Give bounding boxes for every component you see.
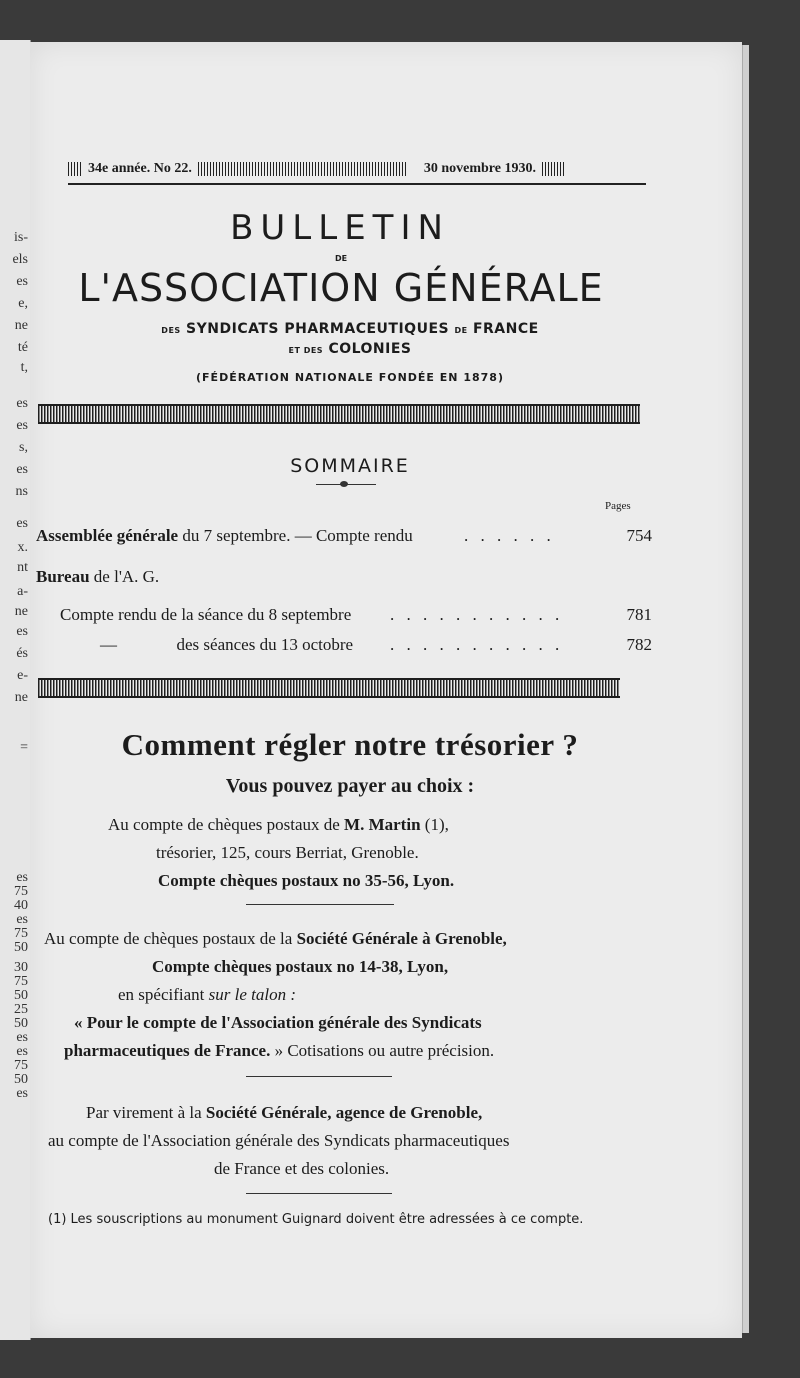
facing-page-fragment: es	[16, 418, 28, 433]
facing-page-fragment: a-	[17, 584, 28, 599]
facing-page-fragment: t,	[20, 360, 28, 375]
facing-page-fragment: nt	[17, 560, 28, 575]
facing-page-fragment: es	[16, 516, 28, 531]
facing-page-fragment: 50	[14, 1072, 28, 1087]
header-hatch-left	[68, 162, 82, 176]
document-page	[30, 42, 742, 1338]
facing-page-fragment: té	[17, 340, 28, 355]
facing-page-fragment: e,	[18, 296, 28, 311]
decorative-band-middle	[38, 678, 620, 698]
facing-page-fragment: e-	[17, 668, 28, 683]
facing-page-fragment: es	[16, 1086, 28, 1101]
header-rule	[68, 183, 646, 185]
subtitle-france: FRANCE	[472, 321, 539, 337]
facing-page-fragment: x.	[17, 540, 28, 555]
facing-page-fragment: es	[16, 912, 28, 927]
p2-line-2: Compte chèques postaux no 14-38, Lyon,	[152, 957, 449, 976]
facing-page-fragment: es	[16, 1030, 28, 1045]
pages-label: Pages	[605, 500, 631, 512]
facing-page-fragment: ne	[14, 604, 28, 619]
title-bulletin: BULLETIN	[230, 208, 450, 248]
facing-page-fragment: 75	[14, 974, 28, 989]
facing-page-fragment: es	[16, 624, 28, 639]
facing-page-fragment: es	[16, 274, 28, 289]
toc-leader: . . . . . . . . . . .	[390, 635, 564, 654]
header-hatch-right	[542, 162, 564, 176]
facing-page-fragment: 75	[14, 884, 28, 899]
article-title: Comment régler notre trésorier ?	[121, 727, 579, 762]
facing-page-fragment: els	[12, 252, 28, 267]
facing-page-fragment: 40	[14, 898, 28, 913]
subtitle-line-1	[30, 321, 670, 337]
sommaire-heading: SOMMAIRE	[290, 455, 410, 477]
facing-page-fragment: 25	[14, 1002, 28, 1017]
facing-page-edge	[0, 40, 31, 1340]
facing-page-fragment: 75	[14, 1058, 28, 1073]
subtitle-colonies: COLONIES	[328, 341, 412, 357]
p1-line-2: trésorier, 125, cours Berriat, Grenoble.	[156, 843, 419, 862]
page-edge	[742, 45, 749, 1333]
title-association: L'ASSOCIATION GÉNÉRALE	[78, 266, 604, 310]
facing-page-fragment: es	[16, 870, 28, 885]
toc-item-seances-13: — des séances du 13 octobre	[100, 635, 354, 654]
facing-page-fragment: 75	[14, 926, 28, 941]
separator-2	[246, 1076, 392, 1077]
p3-line-1: Par virement à la Société Générale, agence de Grenoble,	[86, 1103, 483, 1122]
facing-page-fragment: 30	[14, 960, 28, 975]
facing-page-fragment: ns	[15, 484, 28, 499]
separator-3	[246, 1193, 392, 1194]
article-subtitle: Vous pouvez payer au choix :	[225, 775, 475, 797]
toc-page-781: 781	[626, 605, 652, 624]
toc-page-782: 782	[626, 635, 652, 654]
facing-page-fragment: 50	[14, 988, 28, 1003]
facing-page-fragment: ne	[14, 318, 28, 333]
facing-page-fragment: ne	[14, 690, 28, 705]
p1-line-3: Compte chèques postaux no 35-56, Lyon.	[158, 871, 455, 890]
facing-page-fragment: 50	[14, 940, 28, 955]
p2-line-1: Au compte de chèques postaux de la Société Générale à Grenoble,	[44, 929, 507, 948]
p2-line-5: pharmaceutiques de France. » Cotisations ou autre précision.	[64, 1041, 495, 1060]
separator-1	[246, 904, 394, 905]
facing-page-fragment: 50	[14, 1016, 28, 1031]
toc-leader: . . . . . .	[464, 526, 555, 545]
subtitle-des: DES	[161, 326, 181, 335]
p2-line-3: en spécifiant sur le talon :	[118, 985, 296, 1004]
p2-line-4: « Pour le compte de l'Association générale des Syndicats	[74, 1013, 482, 1032]
footnote: (1) Les souscriptions au monument Guignard doivent être adressées à ce compte.	[48, 1212, 584, 1227]
facing-page-fragment: es	[16, 1044, 28, 1059]
subtitle-et-des: ET DES	[288, 346, 324, 355]
facing-page-fragment: és	[16, 646, 28, 661]
facing-page-fragment: is-	[14, 230, 28, 245]
subtitle-de: DE	[454, 326, 468, 335]
edition-number: 34e année. No 22.	[88, 161, 192, 176]
toc-item-assemblee: Assemblée générale du 7 septembre. — Compte rendu	[36, 526, 413, 545]
issue-date: 30 novembre 1930.	[423, 161, 536, 176]
subtitle-syndicats: SYNDICATS PHARMACEUTIQUES	[186, 321, 450, 337]
ornament-dot	[340, 481, 348, 487]
toc-item-bureau: Bureau de l'A. G.	[36, 567, 160, 586]
decorative-band-top	[38, 404, 640, 424]
facing-page-fragment: es	[16, 462, 28, 477]
p3-line-3: de France et des colonies.	[214, 1159, 390, 1178]
p3-line-2: au compte de l'Association générale des Syndicats pharmaceutiques	[48, 1131, 510, 1150]
toc-page-754: 754	[626, 526, 652, 545]
subtitle-federation: (FÉDÉRATION NATIONALE FONDÉE EN 1878)	[196, 371, 504, 384]
toc-leader: . . . . . . . . . . .	[390, 605, 564, 624]
facing-page-fragment: es	[16, 396, 28, 411]
facing-page-fragment: =	[20, 740, 28, 755]
p1-line-1: Au compte de chèques postaux de M. Martin (1),	[108, 815, 449, 834]
header-hatch-middle	[198, 162, 408, 176]
facing-page-fragment: s,	[19, 440, 28, 455]
subtitle-line-2	[30, 341, 670, 357]
toc-item-seance-8: Compte rendu de la séance du 8 septembre	[60, 605, 352, 624]
title-de: DE	[334, 254, 348, 263]
header-line	[68, 158, 646, 180]
